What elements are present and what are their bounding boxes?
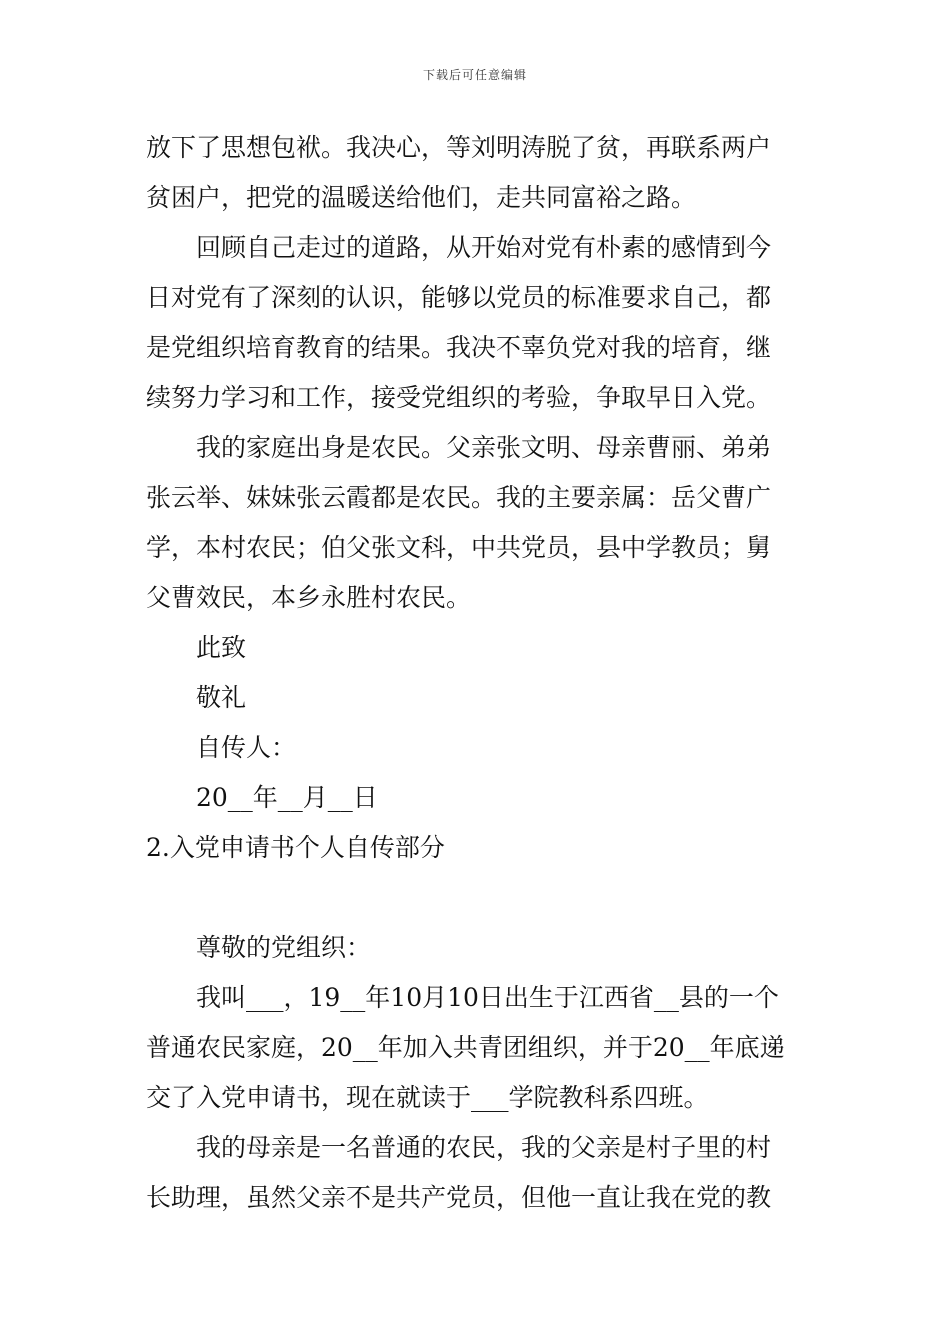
paragraph-line: 父曹效民，本乡永胜村农民。 (146, 583, 472, 612)
closing-salutation: 此致 (196, 633, 247, 662)
closing-regards: 敬礼 (196, 683, 247, 712)
paragraph-line: 续努力学习和工作，接受党组织的考验，争取早日入党。 (146, 383, 772, 412)
paragraph-line: 我的母亲是一名普通的农民，我的父亲是村子里的村 (196, 1133, 772, 1162)
signature-label: 自传人： (196, 733, 297, 762)
paragraph-line: 贫困户，把党的温暖送给他们，走共同富裕之路。 (146, 183, 697, 212)
paragraph-line: 是党组织培育教育的结果。我决不辜负党对我的培育，继 (146, 333, 772, 362)
greeting: 尊敬的党组织： (196, 933, 372, 962)
paragraph-line: 放下了思想包袱。我决心，等刘明涛脱了贫，再联系两户 (146, 133, 772, 162)
paragraph-line: 我的家庭出身是农民。父亲张文明、母亲曹丽、弟弟 (196, 433, 772, 462)
paragraph-line: 长助理，虽然父亲不是共产党员，但他一直让我在党的教 (146, 1183, 772, 1212)
paragraph-line: 普通农民家庭，20__年加入共青团组织，并于20__年底递 (146, 1033, 785, 1062)
paragraph-line: 交了入党申请书，现在就读于___学院教科系四班。 (146, 1083, 709, 1112)
paragraph-line: 日对党有了深刻的认识，能够以党员的标准要求自己，都 (146, 283, 772, 312)
section-heading: 2.入党申请书个人自传部分 (146, 833, 445, 862)
paragraph-line: 学，本村农民；伯父张文科，中共党员，县中学教员；舅 (146, 533, 772, 562)
header-note: 下载后可任意编辑 (422, 68, 527, 82)
paragraph-line: 张云举、妹妹张云霞都是农民。我的主要亲属：岳父曹广 (146, 483, 772, 512)
paragraph-line: 我叫___，19__年10月10日出生于江西省__县的一个 (196, 983, 779, 1012)
date-line: 20__年__月__日 (196, 783, 378, 812)
paragraph-line: 回顾自己走过的道路，从开始对党有朴素的感情到今 (196, 233, 772, 262)
